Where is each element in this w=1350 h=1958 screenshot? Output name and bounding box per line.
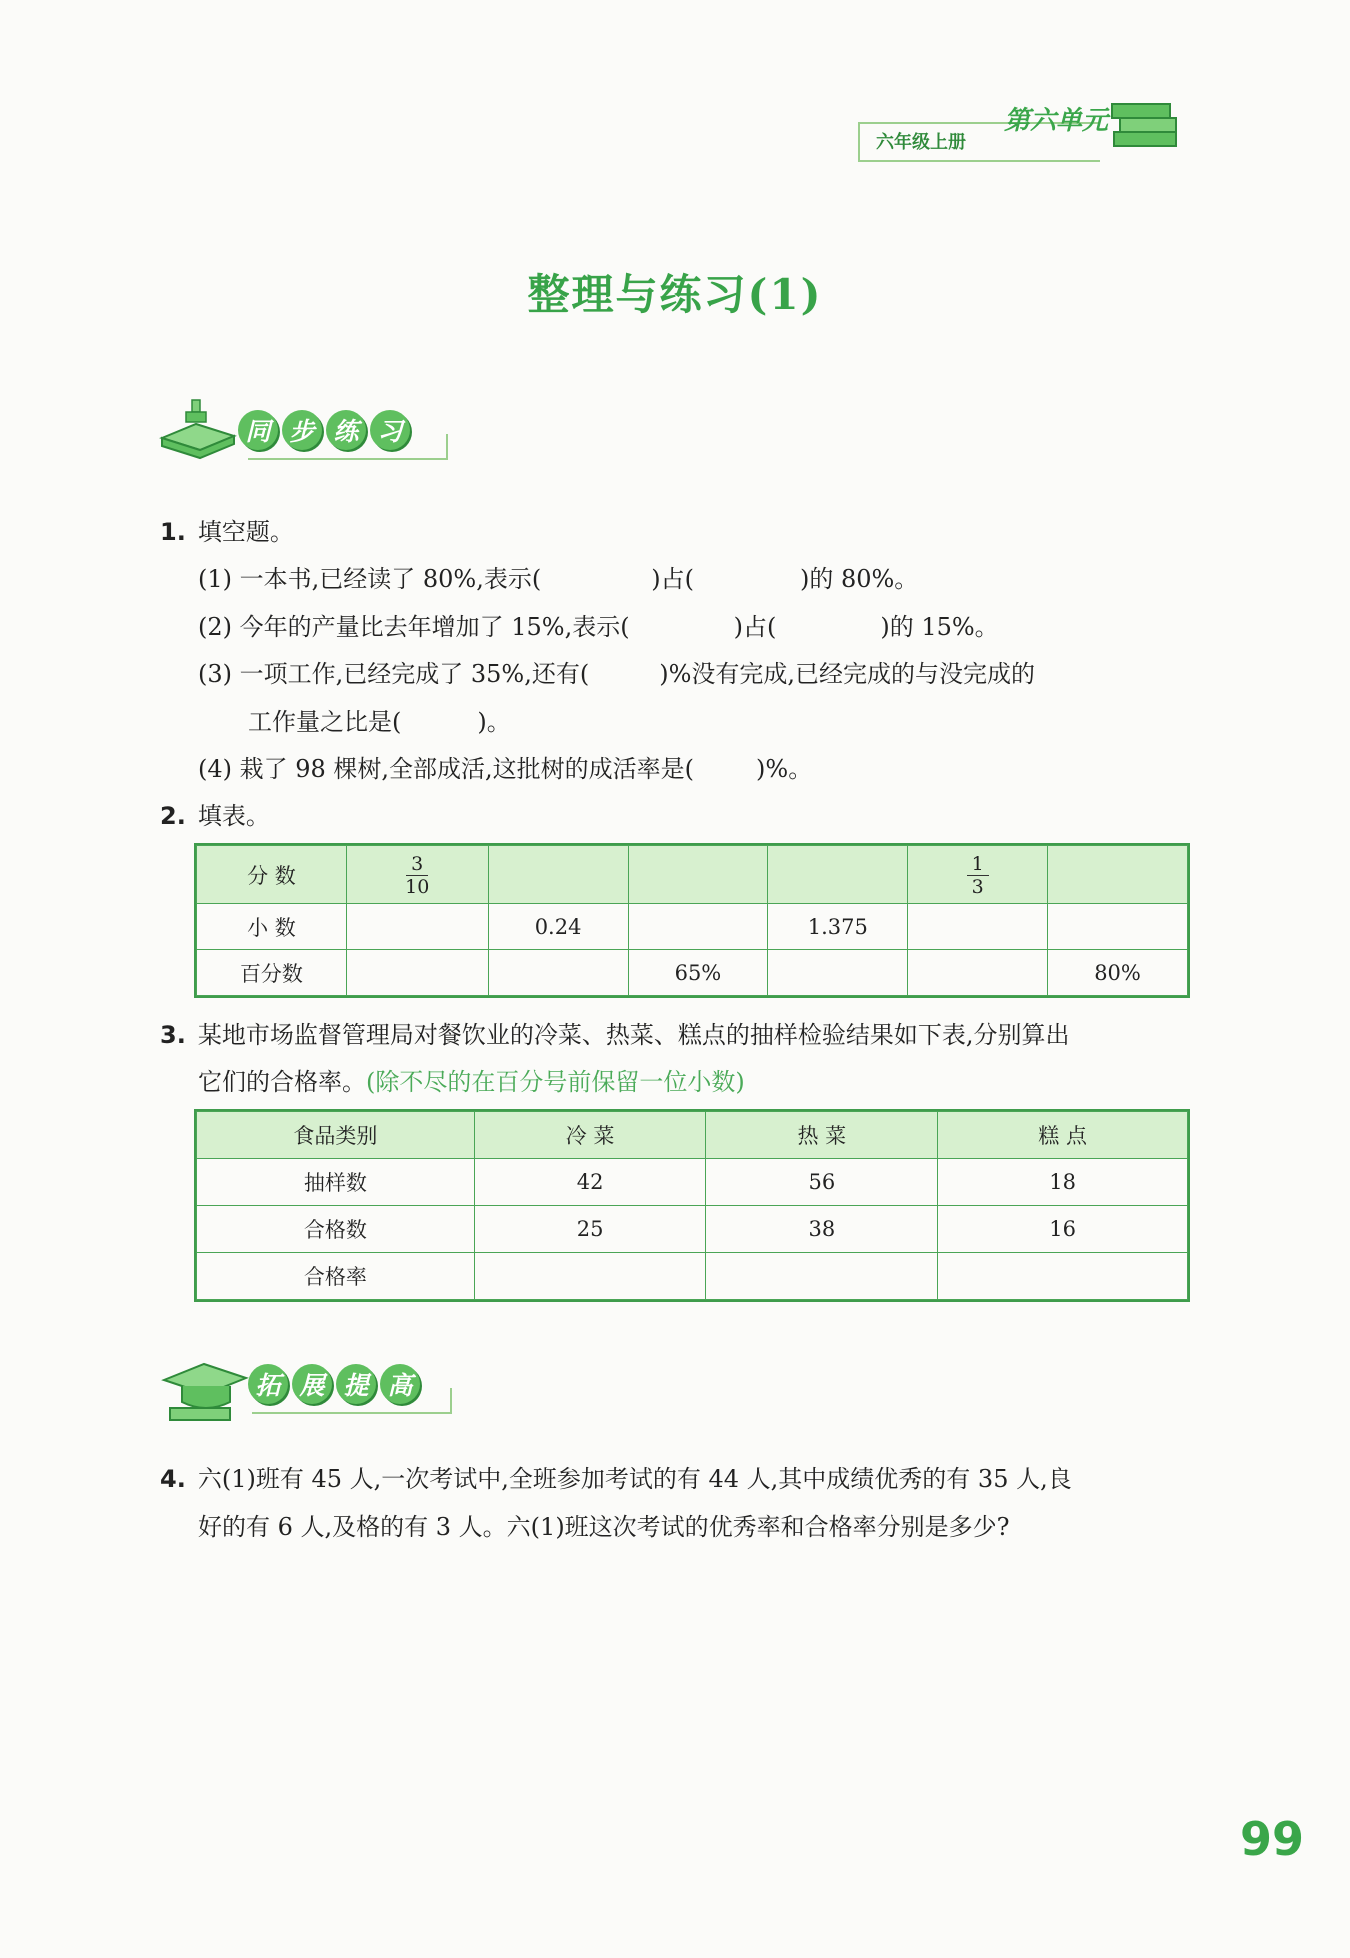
table-row xyxy=(197,1159,1188,1206)
q1-number: 1. xyxy=(160,518,186,546)
table-cell xyxy=(908,846,1048,904)
table-cell: 0.24 xyxy=(488,904,628,950)
grade-label: 六年级上册 xyxy=(876,132,966,153)
table-cell: 42 xyxy=(474,1159,706,1206)
table-cell: 18 xyxy=(938,1159,1188,1206)
table-row xyxy=(197,846,1188,904)
q1-p3-text-c: 工作量之比是( xyxy=(248,708,402,736)
q3-line1 xyxy=(160,1018,1069,1052)
table-cell: 80% xyxy=(1048,950,1188,996)
answer-cell[interactable] xyxy=(1048,904,1188,950)
banner-char: 高 xyxy=(380,1364,420,1404)
book-stack-icon xyxy=(156,398,240,468)
q1-text: 填空题。 xyxy=(197,518,294,546)
q1-part2 xyxy=(198,610,999,644)
q1-p3-text-d: )。 xyxy=(477,708,511,736)
row-label: 分 数 xyxy=(197,846,347,904)
unit-label: 第六单元 xyxy=(1004,106,1109,136)
denominator: 10 xyxy=(405,876,430,898)
answer-cell[interactable] xyxy=(768,846,908,904)
banner-char: 习 xyxy=(370,410,410,450)
table-cell: 56 xyxy=(706,1159,938,1206)
q1-p1-text-a: (1) 一本书,已经读了 80%,表示( xyxy=(198,565,542,593)
answer-cell[interactable] xyxy=(628,846,768,904)
answer-cell[interactable] xyxy=(908,904,1048,950)
q3-number: 3. xyxy=(160,1021,186,1049)
q1-p1-text-c: )的 80%。 xyxy=(799,565,919,593)
inspection-table xyxy=(196,1111,1188,1300)
banner-char: 步 xyxy=(282,410,322,450)
page-title: 整理与练习(1) xyxy=(527,270,823,319)
numerator: 3 xyxy=(411,853,424,875)
graduation-cap-icon xyxy=(160,1352,250,1428)
column-header: 食品类别 xyxy=(197,1112,475,1159)
banner-char: 同 xyxy=(238,410,278,450)
banner-char: 拓 xyxy=(248,1364,288,1404)
answer-cell[interactable] xyxy=(706,1253,938,1300)
banner-underline-end xyxy=(450,1388,452,1414)
answer-cell[interactable] xyxy=(488,846,628,904)
column-header: 糕 点 xyxy=(938,1112,1188,1159)
row-label: 小 数 xyxy=(197,904,347,950)
answer-cell[interactable] xyxy=(768,950,908,996)
banner-underline xyxy=(252,1412,452,1414)
q2-number: 2. xyxy=(160,802,186,830)
section-banner-extension xyxy=(160,1352,460,1432)
table-cell: 25 xyxy=(474,1206,706,1253)
table-row xyxy=(197,950,1188,996)
q3-hint: (除不尽的在百分号前保留一位小数) xyxy=(366,1068,745,1096)
answer-cell[interactable] xyxy=(488,950,628,996)
q1-part1 xyxy=(198,562,918,596)
fraction xyxy=(405,853,429,898)
answer-cell[interactable] xyxy=(938,1253,1188,1300)
q4-line2 xyxy=(198,1510,1010,1544)
q3-text-cont: 它们的合格率。 xyxy=(198,1068,366,1096)
q1-part4 xyxy=(198,752,812,786)
table-header-row xyxy=(197,1112,1188,1159)
q2-stem xyxy=(160,799,270,833)
q1-p2-text-c: )的 15%。 xyxy=(880,613,999,641)
page-number: 99 xyxy=(1240,1812,1305,1866)
table-cell: 65% xyxy=(628,950,768,996)
banner-char: 练 xyxy=(326,410,366,450)
answer-cell[interactable] xyxy=(908,950,1048,996)
q4-text-cont: 好的有 6 人,及格的有 3 人。六(1)班这次考试的优秀率和合格率分别是多少? xyxy=(198,1513,1010,1541)
section-banner-practice xyxy=(156,398,456,478)
q3-line2 xyxy=(198,1065,745,1099)
q2-text: 填表。 xyxy=(197,802,270,830)
answer-cell[interactable] xyxy=(1048,846,1188,904)
table-row xyxy=(197,904,1188,950)
table-row xyxy=(197,1253,1188,1300)
table-cell xyxy=(346,846,488,904)
row-label: 抽样数 xyxy=(197,1159,475,1206)
column-header: 冷 菜 xyxy=(474,1112,706,1159)
q1-part3 xyxy=(198,657,1035,691)
answer-cell[interactable] xyxy=(346,950,488,996)
row-label: 合格数 xyxy=(197,1206,475,1253)
banner-underline xyxy=(248,458,448,460)
table-row xyxy=(197,1206,1188,1253)
q1-p4-text-b: )%。 xyxy=(756,755,813,783)
q3-text: 某地市场监督管理局对餐饮业的冷菜、热菜、糕点的抽样检验结果如下表,分别算出 xyxy=(197,1021,1070,1049)
answer-cell[interactable] xyxy=(628,904,768,950)
q1-p1-text-b: )占( xyxy=(651,565,694,593)
column-header: 热 菜 xyxy=(706,1112,938,1159)
row-label: 百分数 xyxy=(197,950,347,996)
books-icon xyxy=(1110,94,1184,154)
q1-part3-cont xyxy=(248,705,511,739)
denominator: 3 xyxy=(971,876,984,898)
banner-char: 提 xyxy=(336,1364,376,1404)
row-label: 合格率 xyxy=(197,1253,475,1300)
q1-stem xyxy=(160,515,294,549)
fraction xyxy=(967,853,989,898)
table-cell: 1.375 xyxy=(768,904,908,950)
table-cell: 38 xyxy=(706,1206,938,1253)
conversion-table xyxy=(196,845,1188,996)
q1-p3-text-b: )%没有完成,已经完成的与没完成的 xyxy=(659,660,1036,688)
answer-cell[interactable] xyxy=(346,904,488,950)
answer-cell[interactable] xyxy=(474,1253,706,1300)
q1-p2-text-b: )占( xyxy=(733,613,777,641)
q1-p3-text-a: (3) 一项工作,已经完成了 35%,还有( xyxy=(198,660,590,688)
table-cell: 16 xyxy=(938,1206,1188,1253)
banner-underline-end xyxy=(446,434,448,460)
q1-p2-text-a: (2) 今年的产量比去年增加了 15%,表示( xyxy=(198,613,630,641)
unit-header xyxy=(858,88,1188,168)
q4-number: 4. xyxy=(160,1465,186,1493)
q1-p4-text-a: (4) 栽了 98 棵树,全部成活,这批树的成活率是( xyxy=(198,755,695,783)
banner-char: 展 xyxy=(292,1364,332,1404)
q4-text: 六(1)班有 45 人,一次考试中,全班参加考试的有 44 人,其中成绩优秀的有 35 人,良 xyxy=(197,1465,1072,1493)
numerator: 1 xyxy=(971,853,984,875)
q4-line1 xyxy=(160,1462,1072,1496)
